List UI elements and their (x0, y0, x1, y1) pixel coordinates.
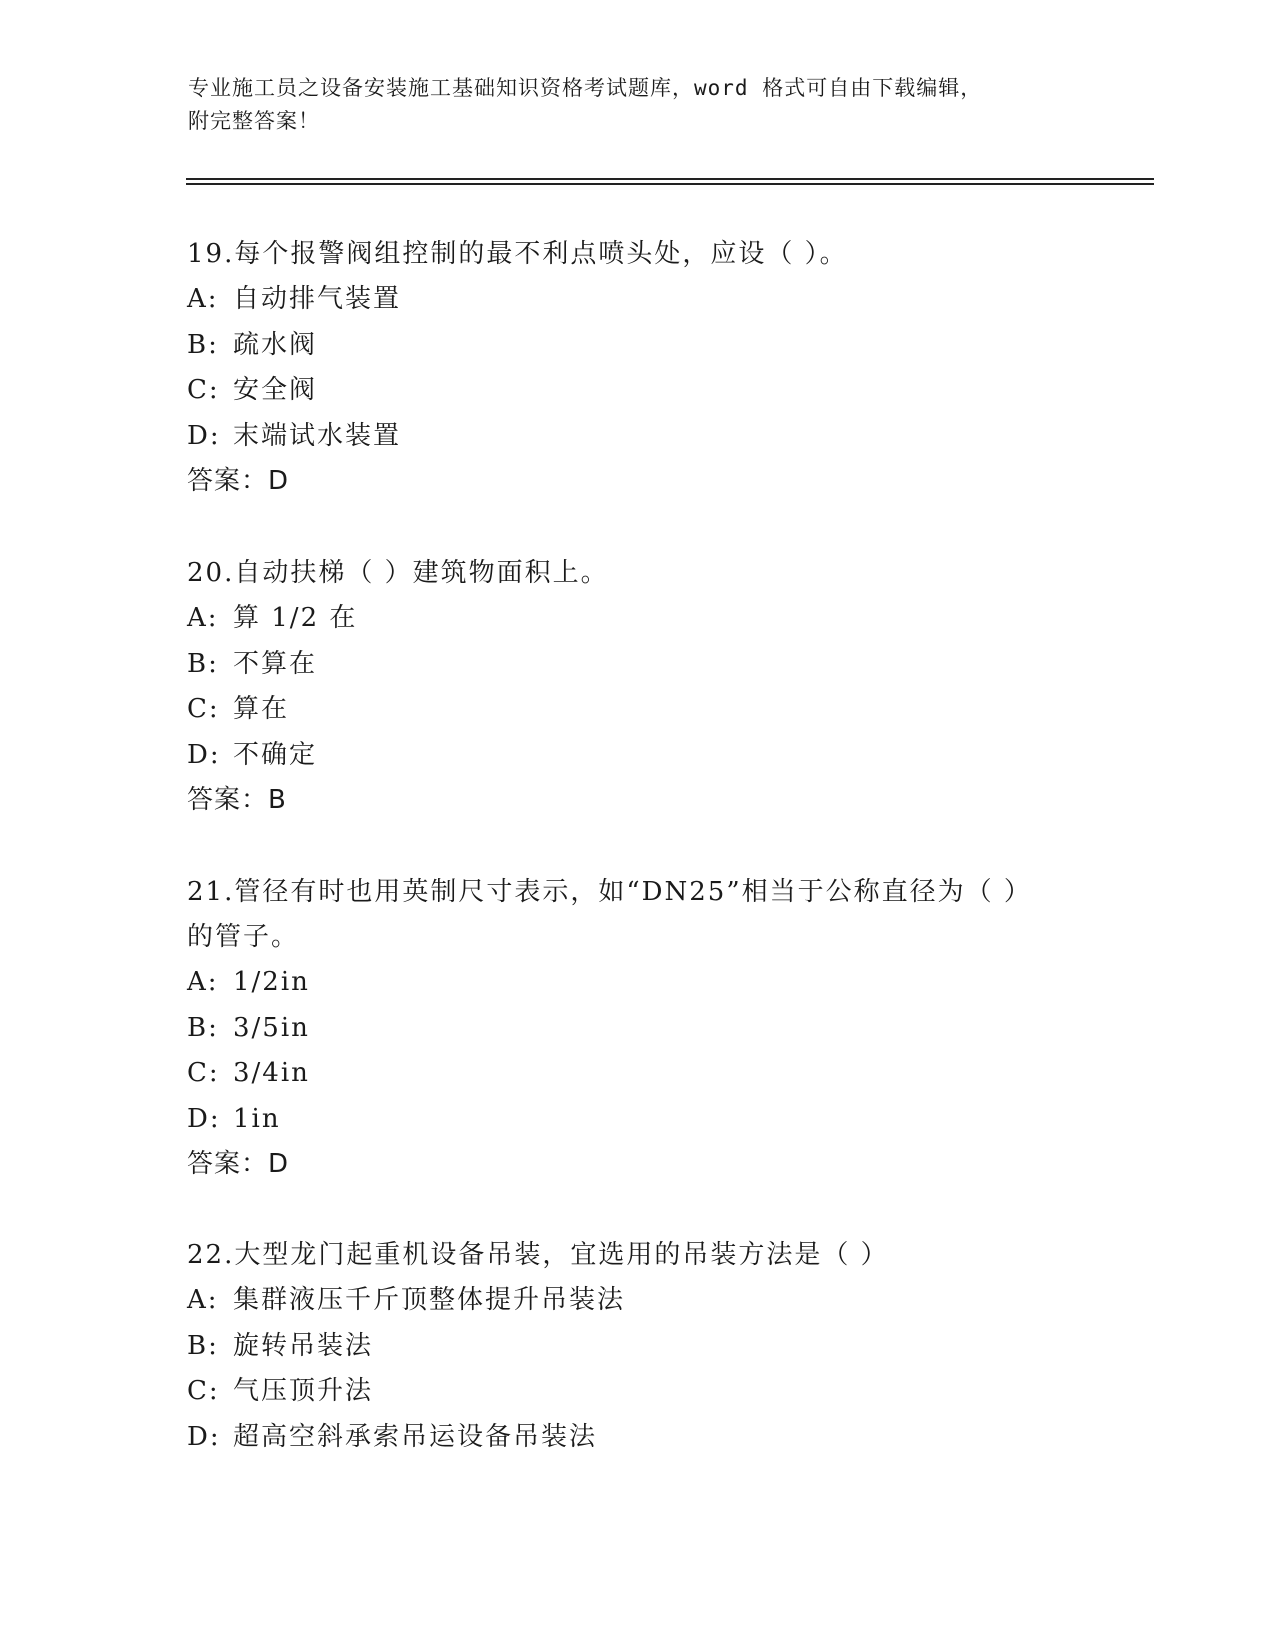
option-b (187, 323, 1087, 369)
option-letter: A: (187, 967, 219, 997)
option-d (187, 733, 1087, 779)
option-text: 疏水阀 (233, 329, 318, 360)
option-text: 1/2in (233, 967, 310, 997)
option-letter: A: (187, 284, 219, 314)
option-d (187, 1097, 1087, 1143)
option-letter: C: (187, 1058, 220, 1088)
answer-line: 答案：D (187, 466, 290, 496)
option-letter: B: (187, 1330, 219, 1361)
option-letter: D: (187, 1421, 221, 1452)
question-20 (187, 551, 1087, 823)
option-letter: C: (187, 1376, 220, 1406)
option-text: 旋转吊装法 (233, 1330, 374, 1361)
option-b (187, 1006, 1087, 1052)
option-text: 算在 (233, 694, 290, 724)
option-letter: D: (187, 420, 221, 451)
question-stem: 21.管径有时也用英制尺寸表示，如“DN25”相当于公称直径为（ ） (187, 877, 1032, 907)
option-letter: D: (187, 739, 221, 770)
option-d (187, 414, 1087, 460)
header-line-1: 专业施工员之设备安装施工基础知识资格考试题库，word 格式可自由下载编辑， (188, 76, 983, 100)
option-b (187, 642, 1087, 688)
option-text: 自动排气装置 (233, 284, 402, 314)
option-c (187, 368, 1087, 414)
answer-line: 答案：B (187, 785, 287, 815)
document-header (188, 72, 1068, 138)
question-stem: 20.自动扶梯（ ）建筑物面积上。 (187, 558, 609, 588)
option-text: 算 1/2 在 (233, 603, 358, 633)
question-stem-continued: 的管子。 (187, 922, 300, 952)
question-19 (187, 232, 1087, 504)
option-a (187, 1278, 1087, 1324)
option-letter: B: (187, 1012, 219, 1043)
header-divider-top (186, 178, 1154, 180)
option-letter: B: (187, 329, 219, 360)
option-text: 1in (233, 1103, 281, 1134)
option-text: 3/4in (233, 1058, 310, 1088)
question-stem: 22.大型龙门起重机设备吊装，宜选用的吊装方法是（ ） (187, 1240, 889, 1270)
option-letter: C: (187, 694, 220, 724)
option-text: 不算在 (233, 648, 318, 679)
header-line-2: 附完整答案！ (188, 109, 320, 133)
option-letter: A: (187, 1285, 219, 1315)
option-c (187, 687, 1087, 733)
option-text: 超高空斜承索吊运设备吊装法 (233, 1421, 598, 1452)
option-letter: D: (187, 1103, 221, 1134)
option-text: 末端试水装置 (233, 420, 402, 451)
answer-line: 答案：D (187, 1149, 290, 1179)
option-c (187, 1369, 1087, 1415)
option-text: 集群液压千斤顶整体提升吊装法 (233, 1285, 626, 1315)
option-letter: C: (187, 375, 220, 405)
option-a (187, 277, 1087, 323)
option-letter: B: (187, 648, 219, 679)
option-a (187, 596, 1087, 642)
option-text: 气压顶升法 (233, 1376, 374, 1406)
option-text: 3/5in (233, 1012, 310, 1043)
option-text: 安全阀 (233, 375, 318, 405)
question-stem: 19.每个报警阀组控制的最不利点喷头处，应设（ ）。 (187, 239, 848, 269)
option-a (187, 960, 1087, 1006)
option-c (187, 1051, 1087, 1097)
option-b (187, 1324, 1087, 1370)
header-divider-bottom (186, 183, 1154, 185)
option-d (187, 1415, 1087, 1461)
question-22 (187, 1233, 1087, 1460)
option-letter: A: (187, 603, 219, 633)
question-21 (187, 870, 1087, 1187)
option-text: 不确定 (233, 739, 318, 770)
